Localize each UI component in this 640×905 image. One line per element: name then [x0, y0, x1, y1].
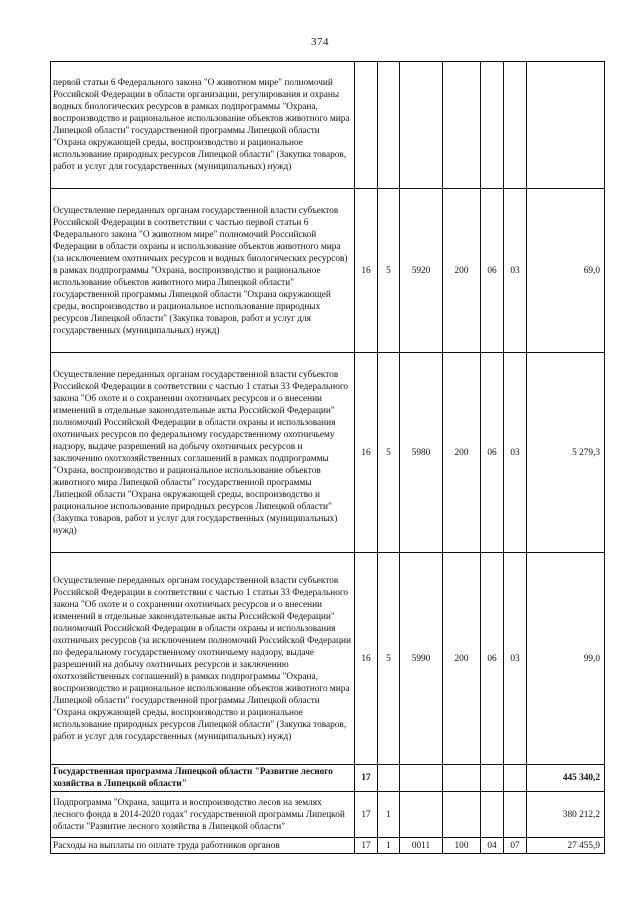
row-description: Расходы на выплаты по оплате труда работников органов [51, 838, 355, 854]
table-row [51, 765, 605, 792]
table-row [51, 553, 605, 765]
table-row [51, 792, 605, 838]
code-direction: 5920 [400, 189, 443, 353]
code-pp [378, 62, 400, 189]
code-subsection: 03 [504, 553, 527, 765]
table-row [51, 62, 605, 189]
amount-value: 69,0 [527, 189, 605, 353]
code-pp: 5 [378, 553, 400, 765]
amount-value: 5 279,3 [527, 353, 605, 553]
code-section: 06 [481, 553, 504, 765]
table-row [51, 838, 605, 854]
row-description: Осуществление переданных органам государственной власти субъектов Российской Федерации в соответствии с частью 1 статьи 33 Федерального закона "Об охоте и о сохранении охотничьих ресурсов и о внесении изменений в отдельные законодательные акты Российской Федерации" полномочий Российской Федерации в области охраны и использования охотничьих ресурсов по федеральному государственному охотничьему надзору, выдаче разрешений на добычу охотничьих ресурсов и заключению охотхозяйственных соглашений в рамках подпрограммы "Охрана, воспроизводство и рациональное использование объектов животного мира Липецкой области" государственной программы Липецкой области "Охрана окружающей среды, воспроизводство и рациональное использование природных ресурсов Липецкой области" (Закупка товаров, работ и услуг для государственных (муниципальных) нужд) [51, 353, 355, 553]
code-direction: 0011 [400, 838, 443, 854]
amount-value: 27 455,9 [527, 838, 605, 854]
code-gp: 16 [355, 189, 378, 353]
code-pp: 5 [378, 189, 400, 353]
code-direction: 5990 [400, 553, 443, 765]
code-pp: 1 [378, 792, 400, 838]
code-pp: 5 [378, 353, 400, 553]
row-description: Осуществление переданных органам государственной власти субъектов Российской Федерации в соответствии с частью первой статьи 6 Федерального закона "О животном мире" полномочий Российской Федерации в области охраны и использование объектов животного мира (за исключением охотничьих ресурсов и водных биологических ресурсов) в рамках подпрограммы "Охрана, воспроизводство и рациональное использование объектов животного мира Липецкой области" государственной программы Липецкой области "Охрана окружающей среды, воспроизводство и рациональное использование природных ресурсов Липецкой области" (Закупка товаров, работ и услуг для государственных (муниципальных) нужд) [51, 189, 355, 353]
table-body [51, 62, 605, 854]
code-gp: 16 [355, 553, 378, 765]
code-subsection [504, 792, 527, 838]
code-subsection: 03 [504, 189, 527, 353]
code-gp: 17 [355, 792, 378, 838]
code-section [481, 792, 504, 838]
code-subsection: 07 [504, 838, 527, 854]
code-section: 06 [481, 353, 504, 553]
code-expense-type: 100 [443, 838, 481, 854]
row-description: Подпрограмма "Охрана, защита и воспроизводство лесов на землях лесного фонда в 2014-2020 годах" государственной программы Липецкой области "Развитие лесного хозяйства в Липецкой области" [51, 792, 355, 838]
table-row [51, 353, 605, 553]
table-row [51, 189, 605, 353]
code-direction [400, 62, 443, 189]
code-expense-type [443, 792, 481, 838]
code-subsection: 03 [504, 353, 527, 553]
row-description: первой статьи 6 Федерального закона "О животном мире" полномочий Российской Федерации в области организации, регулирования и охраны водных биологических ресурсов в рамках подпрограммы "Охрана, воспроизводство и рациональное использование объектов животного мира Липецкой области" государственной программы Липецкой области "Охрана окружающей среды, воспроизводство и рациональное использование природных ресурсов Липецкой области" (Закупка товаров, работ и услуг для государственных (муниципальных) нужд) [51, 62, 355, 189]
code-direction [400, 765, 443, 792]
row-description: Осуществление переданных органам государственной власти субъектов Российской Федерации в соответствии с частью 1 статьи 33 Федерального закона "Об охоте и о сохранении охотничьих ресурсов и о внесении изменений в отдельные законодательные акты Российской Федерации" полномочий Российской Федерации в области охраны и использования охотничьих ресурсов (за исключением полномочий Российской Федерации по федеральному государственному охотничьему надзору, выдаче разрешений на добычу охотничьих ресурсов и заключению охотхозяйственных соглашений) в рамках подпрограммы "Охрана, воспроизводство и рациональное использование объектов животного мира Липецкой области" государственной программы Липецкой области "Охрана окружающей среды, воспроизводство и рациональное использование природных ресурсов Липецкой области" (Закупка товаров, работ и услуг для государственных (муниципальных) нужд) [51, 553, 355, 765]
code-expense-type: 200 [443, 553, 481, 765]
row-description: Государственная программа Липецкой области "Развитие лесного хозяйства в Липецкой области" [51, 765, 355, 792]
code-gp: 16 [355, 353, 378, 553]
code-expense-type [443, 765, 481, 792]
code-section: 04 [481, 838, 504, 854]
code-gp: 17 [355, 838, 378, 854]
code-expense-type: 200 [443, 353, 481, 553]
code-subsection [504, 765, 527, 792]
code-gp [355, 62, 378, 189]
amount-value: 99,0 [527, 553, 605, 765]
amount-value: 445 340,2 [527, 765, 605, 792]
code-gp: 17 [355, 765, 378, 792]
code-subsection [504, 62, 527, 189]
code-direction [400, 792, 443, 838]
code-direction: 5980 [400, 353, 443, 553]
code-section: 06 [481, 189, 504, 353]
code-pp [378, 765, 400, 792]
amount-value [527, 62, 605, 189]
budget-table [50, 61, 605, 854]
page-number: 374 [311, 36, 329, 48]
code-section [481, 62, 504, 189]
code-pp: 1 [378, 838, 400, 854]
code-expense-type [443, 62, 481, 189]
amount-value: 380 212,2 [527, 792, 605, 838]
code-section [481, 765, 504, 792]
code-expense-type: 200 [443, 189, 481, 353]
